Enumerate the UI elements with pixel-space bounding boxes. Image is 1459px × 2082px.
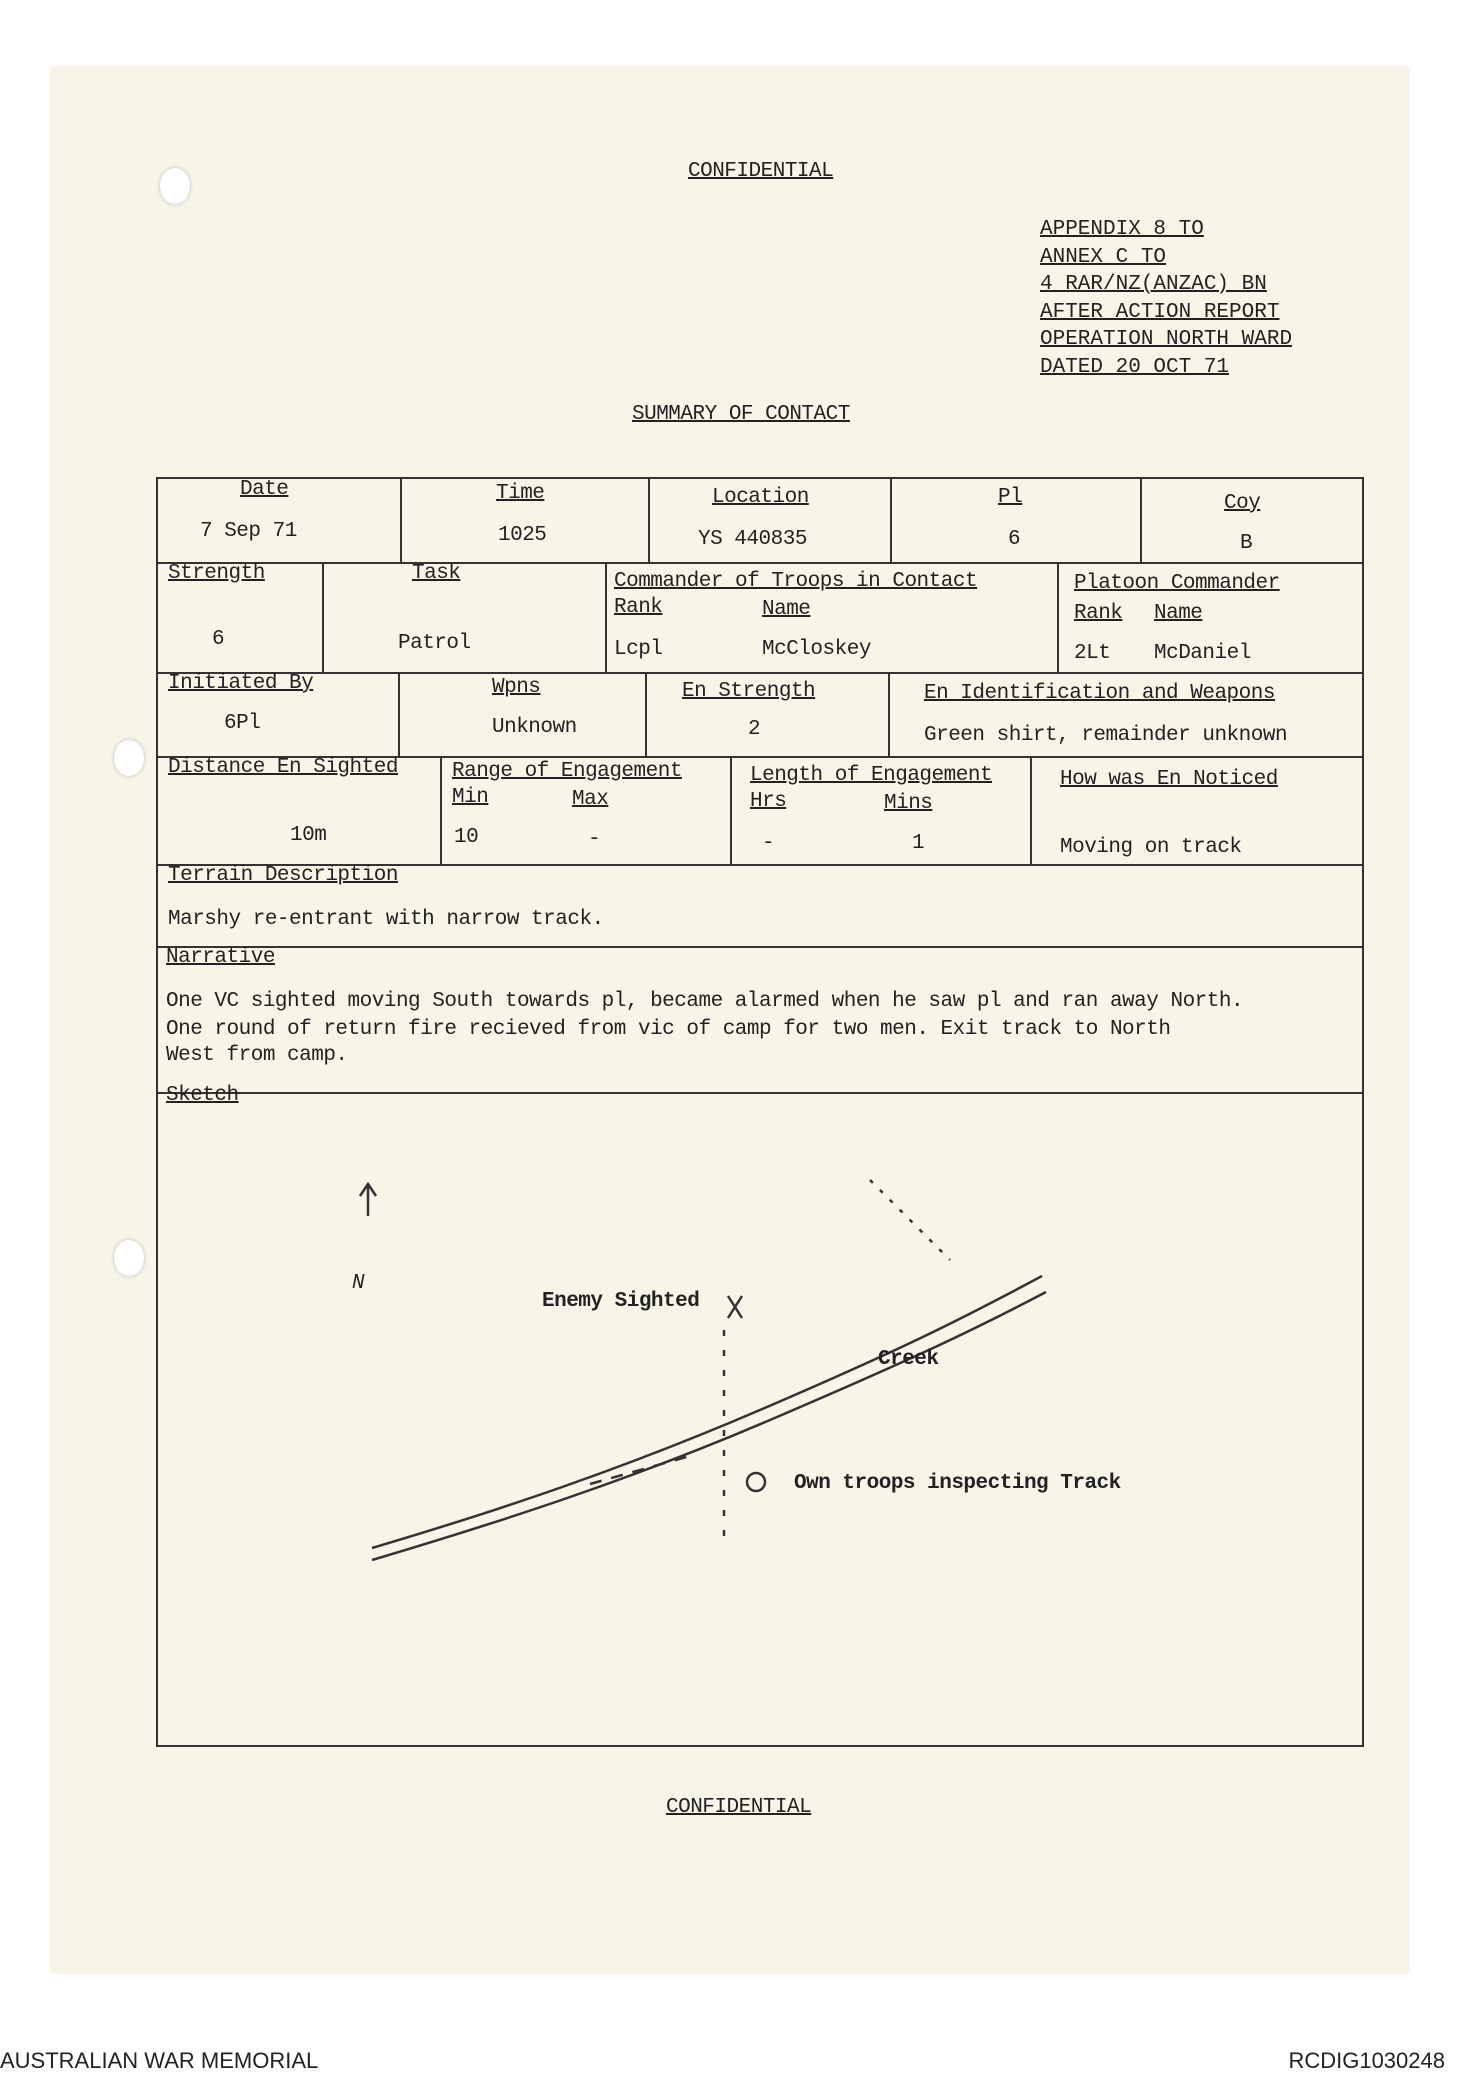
- pl-label: Pl: [998, 486, 1023, 509]
- date-label: Date: [240, 478, 289, 501]
- commander-name: McCloskey: [762, 638, 871, 661]
- classification-bottom: CONFIDENTIAL: [666, 1796, 812, 1819]
- form-title: SUMMARY OF CONTACT: [632, 403, 850, 426]
- terrain-label: Terrain Description: [168, 864, 398, 887]
- enemy-sighted-label: Enemy Sighted: [542, 1290, 700, 1313]
- en-strength-value: 2: [748, 718, 761, 741]
- min-label: Min: [452, 786, 489, 809]
- name-label: Name: [1154, 602, 1203, 625]
- name-label: Name: [762, 598, 811, 621]
- platoon-rank: 2Lt: [1074, 642, 1111, 665]
- exit-track: [870, 1180, 950, 1260]
- length-label: Length of Engagement: [750, 764, 993, 787]
- commander-rank: Lcpl: [614, 638, 663, 661]
- noticed-value: Moving on track: [1060, 836, 1242, 859]
- ref-line: OPERATION NORTH WARD: [1040, 328, 1293, 351]
- task-value: Patrol: [398, 632, 471, 655]
- location-value: YS 440835: [698, 528, 807, 551]
- platoon-commander-label: Platoon Commander: [1074, 572, 1280, 595]
- en-id-value: Green shirt, remainder unknown: [924, 724, 1288, 747]
- rank-label: Rank: [614, 596, 663, 619]
- ref-line: ANNEX C TO: [1040, 245, 1167, 269]
- en-id-label: En Identification and Weapons: [924, 682, 1275, 705]
- initiated-value: 6Pl: [224, 712, 261, 735]
- mins-value: 1: [912, 832, 925, 855]
- track-marks: [590, 1456, 690, 1484]
- pl-value: 6: [1008, 528, 1021, 551]
- wpns-value: Unknown: [492, 716, 577, 739]
- ref-line: AFTER ACTION REPORT: [1040, 300, 1280, 324]
- time-label: Time: [496, 482, 545, 505]
- max-label: Max: [572, 788, 609, 811]
- ref-line: APPENDIX 8 TO: [1040, 218, 1204, 241]
- en-strength-label: En Strength: [682, 680, 816, 703]
- footer-left: AUSTRALIAN WAR MEMORIAL: [0, 2048, 319, 2073]
- distance-value: 10m: [290, 824, 327, 847]
- strength-value: 6: [212, 628, 225, 651]
- narrative-line: One VC sighted moving South towards pl, became alarmed when he saw pl and ran away North.: [166, 990, 1244, 1013]
- footer-right: RCDIG1030248: [1288, 2048, 1445, 2073]
- strength-label: Strength: [168, 562, 265, 585]
- date-value: 7 Sep 71: [200, 520, 297, 543]
- sketch-label: Sketch: [166, 1084, 239, 1107]
- narrative-line: West from camp.: [166, 1044, 348, 1067]
- north-label: N: [352, 1272, 365, 1295]
- min-value: 10: [454, 826, 479, 849]
- distance-label: Distance En Sighted: [168, 756, 398, 779]
- creek-line: [372, 1292, 1046, 1560]
- rank-label: Rank: [1074, 602, 1123, 625]
- coy-label: Coy: [1224, 492, 1261, 515]
- wpns-label: Wpns: [492, 676, 541, 699]
- initiated-label: Initiated By: [168, 672, 314, 695]
- mins-label: Mins: [884, 792, 933, 815]
- max-value: -: [588, 828, 601, 851]
- task-label: Task: [412, 562, 461, 585]
- platoon-name: McDaniel: [1154, 642, 1251, 665]
- north-arrow-icon: [360, 1184, 376, 1216]
- commander-label: Commander of Troops in Contact: [614, 570, 978, 593]
- ref-line: DATED 20 OCT 71: [1040, 355, 1230, 379]
- location-label: Location: [712, 486, 809, 509]
- own-troops-label: Own troops inspecting Track: [794, 1472, 1121, 1495]
- noticed-label: How was En Noticed: [1060, 768, 1278, 791]
- hrs-label: Hrs: [750, 790, 787, 813]
- narrative-label: Narrative: [166, 946, 275, 969]
- time-value: 1025: [498, 524, 547, 547]
- classification-top: CONFIDENTIAL: [688, 160, 834, 183]
- own-troops-icon: [747, 1473, 765, 1491]
- range-label: Range of Engagement: [452, 760, 682, 783]
- coy-value: B: [1240, 532, 1253, 555]
- creek-label: Creek: [878, 1348, 939, 1371]
- ref-line: 4 RAR/NZ(ANZAC) BN: [1040, 273, 1267, 296]
- enemy-x-icon: [728, 1296, 742, 1318]
- hrs-value: -: [762, 832, 775, 855]
- narrative-line: One round of return fire recieved from vic of camp for two men. Exit track to North: [166, 1018, 1171, 1041]
- terrain-text: Marshy re-entrant with narrow track.: [168, 908, 604, 931]
- creek-line: [372, 1276, 1042, 1548]
